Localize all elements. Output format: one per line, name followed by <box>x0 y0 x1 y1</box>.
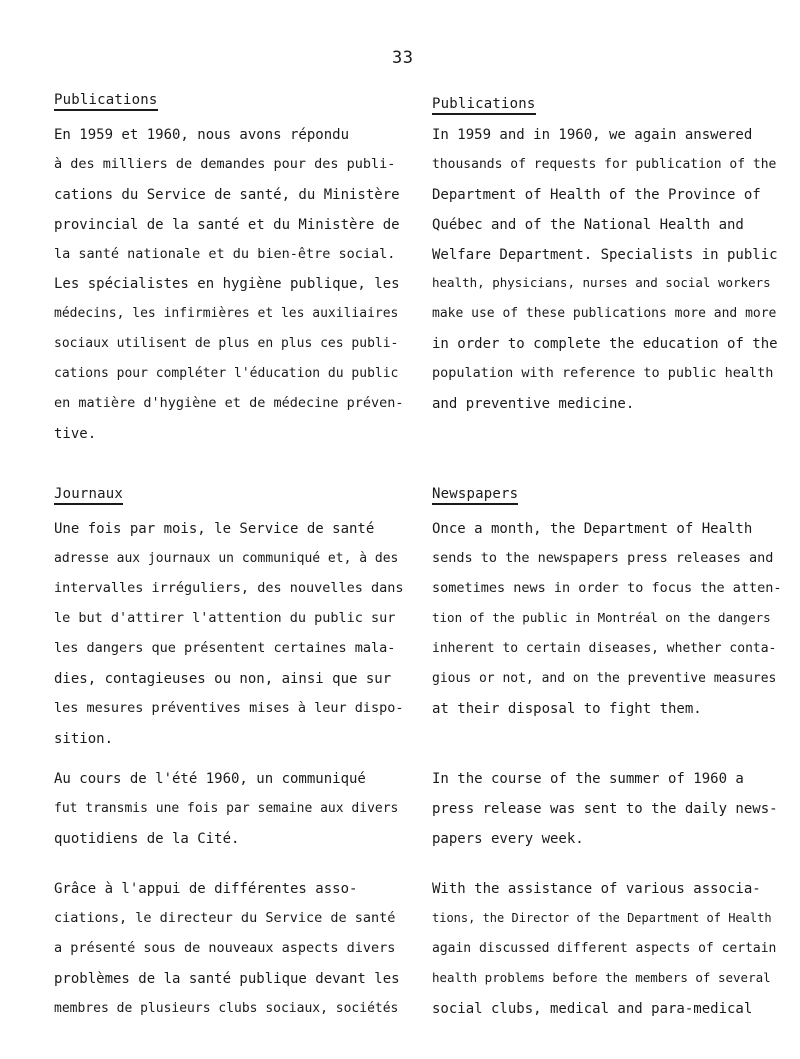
heading-journaux: Journaux <box>54 486 123 505</box>
heading-publications-en: Publications <box>432 96 536 115</box>
heading-publications-fr: Publications <box>54 92 158 111</box>
text-line: Une fois par mois, le Service de santé <box>54 521 375 537</box>
text-line: la santé nationale et du bien-être social. <box>54 246 396 262</box>
text-line: fut transmis une fois par semaine aux divers <box>54 801 399 816</box>
text-line: social clubs, medical and para-medical <box>432 1001 753 1017</box>
text-line: dies, contagieuses ou non, ainsi que sur <box>54 671 392 687</box>
text-line: tive. <box>54 426 97 442</box>
text-line: thousands of requests for publication of the <box>432 157 777 172</box>
text-line: intervalles irréguliers, des nouvelles dans <box>54 580 404 596</box>
text-line: population with reference to public health <box>432 365 774 381</box>
text-line: membres de plusieurs clubs sociaux, sociétés <box>54 1001 399 1016</box>
text-line: les dangers que présentent certaines mala- <box>54 640 396 656</box>
text-line: adresse aux journaux un communiqué et, à des <box>54 551 399 566</box>
text-line: gious or not, and on the preventive measures <box>432 671 777 686</box>
text-line: Au cours de l'été 1960, un communiqué <box>54 771 366 787</box>
text-line: make use of these publications more and more <box>432 306 777 321</box>
text-line: Québec and of the National Health and <box>432 217 744 233</box>
text-line: médecins, les infirmières et les auxiliaires <box>54 306 399 321</box>
text-line: at their disposal to fight them. <box>432 701 702 717</box>
text-line: le but d'attirer l'attention du public sur <box>54 610 396 626</box>
text-line: tion of the public in Montréal on the dangers <box>432 610 771 625</box>
text-line: inherent to certain diseases, whether conta- <box>432 641 777 656</box>
text-line: In 1959 and in 1960, we again answered <box>432 127 753 143</box>
text-line: again discussed different aspects of certain <box>432 941 777 956</box>
text-line: en matière d'hygiène et de médecine préven- <box>54 395 404 411</box>
text-line: Les spécialistes en hygiène publique, les <box>54 276 400 292</box>
text-line: ciations, le directeur du Service de santé <box>54 910 396 926</box>
text-line: les mesures préventives mises à leur dispo- <box>54 700 404 716</box>
text-line: sometimes news in order to focus the atten- <box>432 580 782 596</box>
text-line: press release was sent to the daily news- <box>432 801 778 817</box>
page-number: 33 <box>392 48 414 68</box>
text-line: problèmes de la santé publique devant les <box>54 971 400 987</box>
text-line: health problems before the members of several <box>432 970 771 985</box>
text-line: quotidiens de la Cité. <box>54 831 240 847</box>
text-line: in order to complete the education of the <box>432 336 778 352</box>
text-line: a présenté sous de nouveaux aspects divers <box>54 940 396 956</box>
text-line: sends to the newspapers press releases and <box>432 550 774 566</box>
text-line: and preventive medicine. <box>432 396 635 412</box>
text-line: En 1959 et 1960, nous avons répondu <box>54 127 350 143</box>
text-line: cations du Service de santé, du Ministère <box>54 187 400 203</box>
text-line: papers every week. <box>432 831 584 847</box>
text-line: cations pour compléter l'éducation du public <box>54 366 399 381</box>
text-line: provincial de la santé et du Ministère de <box>54 217 400 233</box>
text-line: With the assistance of various associa- <box>432 881 761 897</box>
text-line: à des milliers de demandes pour des publi- <box>54 156 396 172</box>
text-line: Welfare Department. Specialists in public <box>432 247 778 263</box>
text-line: In the course of the summer of 1960 a <box>432 771 744 787</box>
text-line: sition. <box>54 731 114 747</box>
text-line: tions, the Director of the Department of Health <box>432 911 772 925</box>
text-line: Grâce à l'appui de différentes asso- <box>54 881 358 897</box>
text-line: Once a month, the Department of Health <box>432 521 753 537</box>
heading-newspapers: Newspapers <box>432 486 518 505</box>
text-line: health, physicians, nurses and social workers <box>432 275 771 290</box>
text-line: sociaux utilisent de plus en plus ces publi- <box>54 336 399 351</box>
text-line: Department of Health of the Province of <box>432 187 761 203</box>
